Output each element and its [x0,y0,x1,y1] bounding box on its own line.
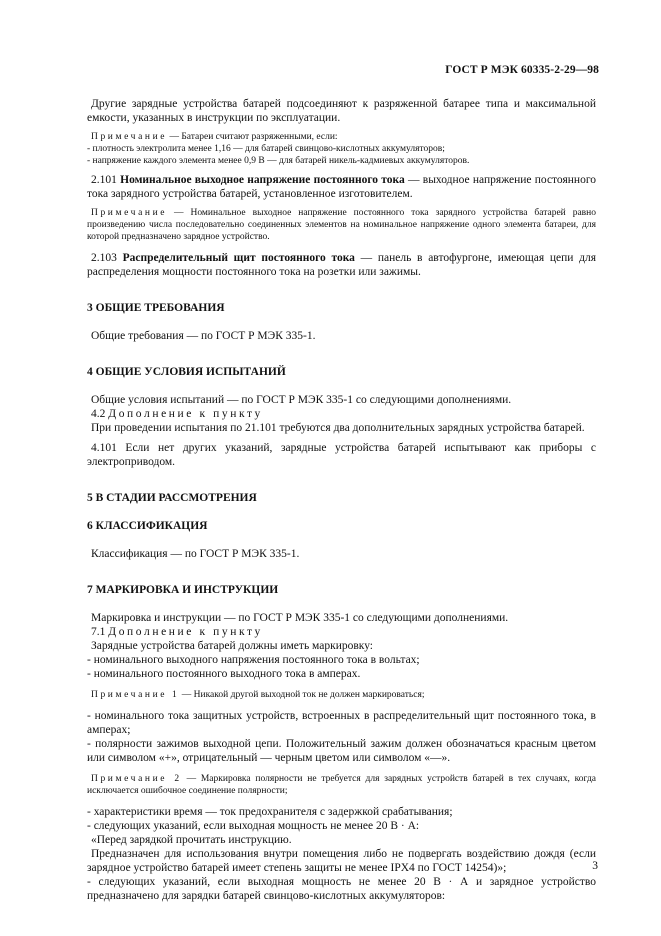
heading-section-4: 4 ОБЩИЕ УСЛОВИЯ ИСПЫТАНИЙ [87,366,286,378]
marking-item-protective: - номинального тока защитных устройств, встроенных в распределительный щит постоянного тока, в амперах; [87,710,596,736]
marking-quote-indoor: Предназначен для использования внутри помещения либо не подвергать воздействию дождя (если зарядное устройство батарей имеет степень защиты не менее IPX4 по ГОСТ 14254)»; [87,848,596,874]
marking-item-voltage: - номинального выходного напряжения постоянного тока в вольтах; [87,654,420,666]
note-line-voltage: - напряжение каждого элемента менее 0,9 В — для батарей никель-кадмиевых аккумуляторов. [87,156,470,166]
definition-2-103: 2.103 Распределительный щит постоянного тока — панель в автофургоне, имеющая цепи для распределения мощности постоянного тока на розетки или зажимы. [87,252,596,278]
marking-quote-read: «Перед зарядкой прочитать инструкцию. [91,834,292,846]
note-label: Примечание [91,132,168,142]
note-discharged [87,131,596,167]
note-7-1 [87,689,596,701]
term-rated-dc-voltage: Номинальное выходное напряжение постоянного тока [120,174,405,186]
paragraph-other-chargers: Другие зарядные устройства батарей подсоединяют к разряженной батарее типа и максимальной емкости, указанных в инструкции по эксплуатации. [87,98,596,124]
heading-section-6: 6 КЛАССИФИКАЦИЯ [87,520,208,532]
running-header: ГОСТ Р МЭК 60335-2-29—98 [445,64,599,76]
marking-intro: Зарядные устройства батарей должны иметь маркировку: [91,640,374,652]
section-4-test-text: При проведении испытания по 21.101 требуются два дополнительных зарядных устройства батарей. [91,422,585,434]
section-7-addition: 7.1 Дополнение к пункту [91,626,263,638]
note-line-density: - плотность электролита менее 1,16 — для батарей свинцово-кислотных аккумуляторов; [87,144,445,154]
note-label: Примечание [91,208,168,218]
marking-item-polarity: - полярности зажимов выходной цепи. Положительный зажим должен обозначаться красным цветом или символом «+», отрицательный — черным цветом или символом «—». [87,738,596,764]
marking-item-lead-acid: - следующих указаний, если выходная мощность не менее 20 В · А и зарядное устройство предназначено для зарядки батарей свинцово-кислотных аккумуляторов: [87,876,596,902]
note-label: Примечание 2 [91,774,182,784]
definition-2-101: 2.101 Номинальное выходное напряжение постоянного тока — выходное напряжение постоянного тока зарядного устройства батарей, установленное изготовителем. [87,174,596,200]
heading-section-5: 5 В СТАДИИ РАССМОТРЕНИЯ [87,492,257,504]
note-text: — Маркировка полярности не требуется для зарядных устройств батарей в тех случаях, когда исключается ошибочное соединение полярности; [87,774,596,796]
note-text: — Батареи считают разряженными, если: [167,132,338,142]
note-text: — Никакой другой выходной ток не должен маркироваться; [179,690,425,700]
marking-item-time-current: - характеристики время — ток предохранителя с задержкой срабатывания; [87,806,453,818]
heading-section-7: 7 МАРКИРОВКА И ИНСТРУКЦИИ [87,584,279,596]
marking-item-instructions: - следующих указаний, если выходная мощность не менее 20 В · А: [87,820,420,832]
term-dc-distribution-board: Распределительный щит постоянного тока [122,252,355,264]
section-7-text: Маркировка и инструкции — по ГОСТ Р МЭК 335-1 со следующими дополнениями. [91,612,509,624]
note-label: Примечание 1 [91,690,180,700]
page-number: 3 [592,860,598,872]
section-4-101: 4.101 Если нет других указаний, зарядные устройства батарей испытывают как приборы с электроприводом. [87,442,596,468]
section-4-text: Общие условия испытаний — по ГОСТ Р МЭК 335-1 со следующими дополнениями. [91,394,512,406]
section-6-text: Классификация — по ГОСТ Р МЭК 335-1. [91,548,300,560]
section-4-addition: 4.2 Дополнение к пункту [91,408,263,420]
note-7-2 [87,773,596,797]
note-rated-voltage [87,207,596,243]
page-body [87,97,596,903]
note-text: — Номинальное выходное напряжение постоянного тока зарядного устройства батарей равно произведению числа последовательно соединенных элементов на номинальное напряжение одного элемента батареи, для которой предназначено зарядное устройство. [87,208,596,242]
section-3-text: Общие требования — по ГОСТ Р МЭК 335-1. [91,330,316,342]
heading-section-3: 3 ОБЩИЕ ТРЕБОВАНИЯ [87,302,225,314]
marking-item-current: - номинального постоянного выходного тока в амперах. [87,668,361,680]
